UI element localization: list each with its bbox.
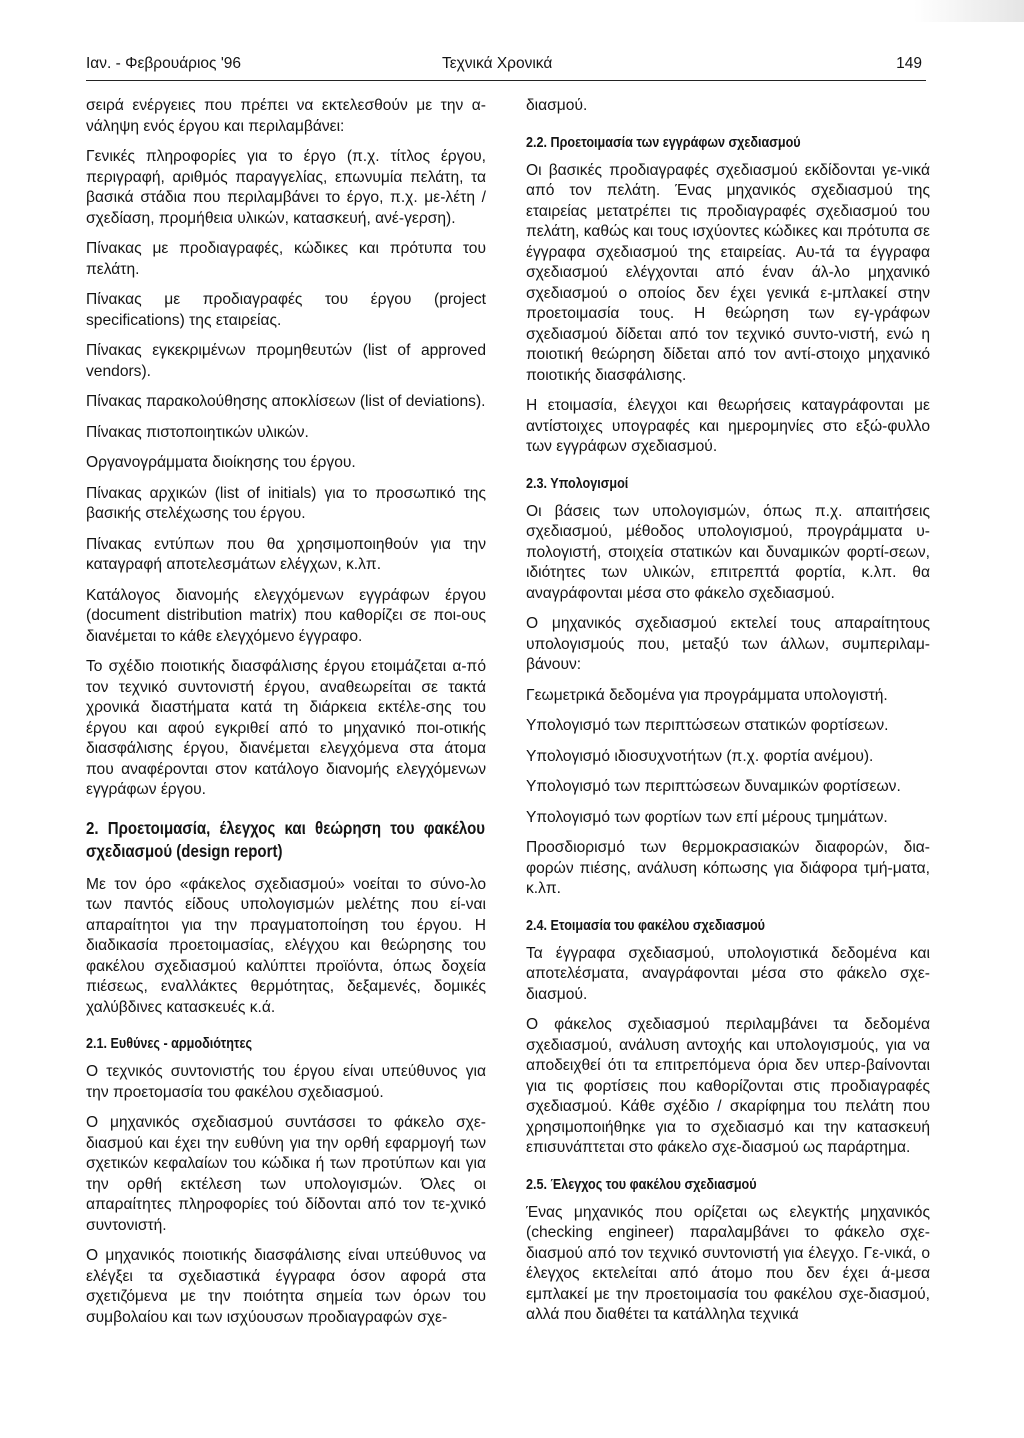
paragraph: Η ετοιμασία, έλεγχοι και θεωρήσεις καταγράφονται με αντίστοιχες υπογραφές και ημερομηνίες στο εξώ-φυλλο των εγγράφων σχεδιασμού. [526, 397, 930, 455]
paragraph: Ο φάκελος σχεδιασμού περιλαμβάνει τα δεδομένα σχεδιασμού, ανάλυση αντοχής και υπολογισμούς, για να αποδειχθεί ότι τα επιτρεπόμενα όρια δεν υπερ-βαίνονται για τις φορτίσεις που καθορίζονται στις προδιαγραφές σχεδιασμού. Κάθε σχέδιο / σκαρίφημα του πελάτη που χρησιμοποιήθηκε για το σχεδιασμό και την κατασκευή επισυνάπτεται στο φάκελο σχε-διασμού ως παράρτημα. [526, 1016, 930, 1156]
paragraph: Τα έγγραφα σχεδιασμού, υπολογιστικά δεδομένα και αποτελέσματα, αναγράφονται μέσα στο φάκελο σχε-διασμού. [526, 944, 930, 1003]
list-item: Πίνακας αρχικών (list of initials) για το προσωπικό της βασικής στελέχωσης του έργου. [86, 484, 486, 522]
list-item: Γενικές πληροφορίες για το έργο (π.χ. τίτλος έργου, περιγραφή, αριθμός παραγγελίας, επωνυμία πελάτη, τα βασικά στάδια που περιλαμβάνει το έργο, π.χ. με-λέτη / σχεδίαση, προμήθεια υλικών, κατασκευή, ανέ-γερση). [86, 148, 486, 227]
section-2-4-heading: 2.4. Ετοιμασία του φακέλου σχεδιασμού [526, 916, 765, 934]
list-item: Κατάλογος διανομής ελεγχόμενων εγγράφων έργου (document distribution matrix) που καθορίζει σε ποι-ους διανέμεται το κάθε ελεγχόμενο έγγραφο. [86, 586, 486, 645]
section-2-heading: 2. Προετοιμασία, έλεγχος και θεώρηση του φακέλου σχεδιασμού (design report) [86, 817, 486, 861]
issue-date: Ιαν. - Φεβρουάριος '96 [86, 55, 242, 72]
list-item: Γεωμετρικά δεδομένα για προγράμματα υπολογιστή. [526, 686, 888, 704]
section-2-1-heading: 2.1. Ευθύνες - αρμοδιότητες [86, 1035, 253, 1052]
paragraph: Ο τεχνικός συντονιστής του έργου είναι υπεύθυνος για την προετομασία του φακέλου σχεδιασμού. [86, 1063, 486, 1101]
continuation-text: διασμού. [526, 97, 588, 114]
scan-smudge [914, 0, 1024, 22]
paragraph: Οι βάσεις των υπολογισμών, όπως π.χ. απαιτήσεις σχεδιασμού, μέθοδος υπολογισμού, προγράμματα υ-πολογιστή, στοιχεία στατικών και δυναμικών φορτί-σεων, ιδιότητες των υλικών, επιτρεπτά φορτία, κ.λπ. θα αναγράφονται μέσα στο φάκελο σχεδιασμού. [526, 502, 930, 602]
paragraph: Ο μηχανικός σχεδιασμού εκτελεί τους απαραίτητους υπολογισμούς που, μεταξύ των άλλων, συμπεριλαμ-βάνουν: [526, 615, 930, 673]
list-item: Υπολογισμό των φορτίων των επί μέρους τμημάτων. [526, 808, 888, 826]
list-item: Υπολογισμό των περιπτώσεων δυναμικών φορτίσεων. [526, 778, 901, 795]
paragraph: Ο μηχανικός ποιοτικής διασφάλισης είναι υπεύθυνος να ελέγξει τα σχεδιαστικά έγγραφα όσον αφορά στα σχετιζόμενα με την ποιότητα σημεία των όρων του συμβολαίου και των ισχύουσων προδιαγραφών σχε- [86, 1247, 486, 1326]
list-item: Πίνακας με προδιαγραφές, κώδικες και πρότυπα του πελάτη. [86, 240, 486, 278]
section-2-text: Με τον όρο «φάκελος σχεδιασμού» νοείται το σύνο-λο των παντός είδους υπολογισμών μελέτης που εί-ναι απαραίτητοι για την πραγματοποίηση του έργου. Η διαδικασία προετοιμασίας, ελέγχου και θεώρησης του φακέλου σχεδιασμού καλύπτει προϊόντα, όπως δοχεία πιέσεως, εναλλάκτες θερμότητας, δεξαμενές, δομικές χαλύβδινες κατασκευές κ.ά. [86, 875, 486, 1016]
list-item: Υπολογισμό ιδιοσυχνοτήτων (π.χ. φορτία ανέμου). [526, 747, 874, 765]
page-number: 149 [896, 55, 922, 72]
paragraph: Οι βασικές προδιαγραφές σχεδιασμού εκδίδονται γε-νικά από τον πελάτη. Ένας μηχανικός σχεδιασμού της εταιρείας μετατρέπει τις προδιαγραφές σχεδιασμού του πελάτη, καθώς και τους ισχύοντες κώδικες και πρότυπα σε έγγραφα σχεδιασμού της εταιρείας. Αυ-τά τα έγγραφα σχεδιασμού ελέγχονται από έναν άλ-λο μηχανικό σχεδιασμού ο οποίος δεν έχει γενικά ε-μπλακεί στην προετοιμασία τους. Η θεώρηση των εγ-γράφων σχεδιασμού δίδεται από τον τεχνικό συντο-νιστή, ενώ η ποιοτική θεώρηση δίδεται από τον αντί-στοιχο μηχανικό ποιοτικής διασφάλισης. [526, 161, 930, 384]
list-item: Πίνακας εγκεκριμένων προμηθευτών (list of approved vendors). [86, 342, 486, 380]
list-item: Πίνακας με προδιαγραφές του έργου (project specifications) της εταιρείας. [86, 291, 486, 329]
intro-paragraph: σειρά ενέργειες που πρέπει να εκτελεσθούν με την α-νάληψη ενός έργου και περιλαμβάνει: [86, 97, 486, 135]
section-2-5-heading: 2.5. Έλεγχος του φακέλου σχεδιασμού [526, 1175, 757, 1193]
right-column [526, 96, 930, 1336]
page-header [86, 52, 926, 81]
list-item: Πίνακας εντύπων που θα χρησιμοποιηθούν για την καταγραφή αποτελεσμάτων ελέγχων, κ.λπ. [86, 535, 486, 573]
list-item: Υπολογισμό των περιπτώσεων στατικών φορτίσεων. [526, 717, 889, 734]
paragraph: Ο μηχανικός σχεδιασμού συντάσσει το φάκελο σχε-διασμού και έχει την ευθύνη για την ορθή εφαρμογή των σχετικών κεφαλαίων του κώδικα ή των προτύπων και για την ορθή εκτέλεση των υπολογισμών. Όλες οι απαραίτητες πληροφορίες τού δίδονται από τον τε-χνικό συντονιστή. [86, 1114, 486, 1234]
list-item: Πίνακας πιστοποιητικών υλικών. [86, 423, 309, 441]
paragraph: Ένας μηχανικός που ορίζεται ως ελεγκτής μηχανικός (checking engineer) παραλαμβάνει το φάκελο σχε-διασμού από τον τεχνικό συντονιστή για έλεγχο. Γε-νικά, ο έλεγχος εκτελείται από άτομο που δεν έχει ά-μεσα εμπλακεί με την προετοιμασία του φακέλου σχε-διασμού, αλλά που διαθέτει τα κατάλληλα τεχνικά [526, 1203, 930, 1323]
left-column [86, 96, 486, 1338]
list-item: Το σχέδιο ποιοτικής διασφάλισης έργου ετοιμάζεται α-πό τον τεχνικό συντονιστή έργου, αναθεωρείται σε τακτά χρονικά διαστήματα κατά τη διάρκεια εκτέλε-σης του έργου και αφού εγκριθεί από το μηχανικό ποι-οτικής διασφάλισης έργου, διανέμεται ελεγχόμενα στα άτομα που αναφέρονται στον κατάλογο διανομής ελεγχόμενων εγγράφων έργου. [86, 658, 486, 798]
list-item: Προσδιορισμό των θερμοκρασιακών διαφορών, δια-φορών πιέσης, ανάλυση κόπωσης για διάφορα τμή-ματα, κ.λπ. [526, 839, 930, 897]
section-2-3-heading: 2.3. Υπολογισμοί [526, 474, 629, 492]
list-item: Οργανογράμματα διοίκησης του έργου. [86, 454, 356, 471]
list-item: Πίνακας παρακολούθησης αποκλίσεων (list of deviations). [86, 393, 486, 410]
journal-title: Τεχνικά Χρονικά [442, 55, 553, 72]
section-2-2-heading: 2.2. Προετοιμασία των εγγράφων σχεδιασμού [526, 133, 801, 151]
